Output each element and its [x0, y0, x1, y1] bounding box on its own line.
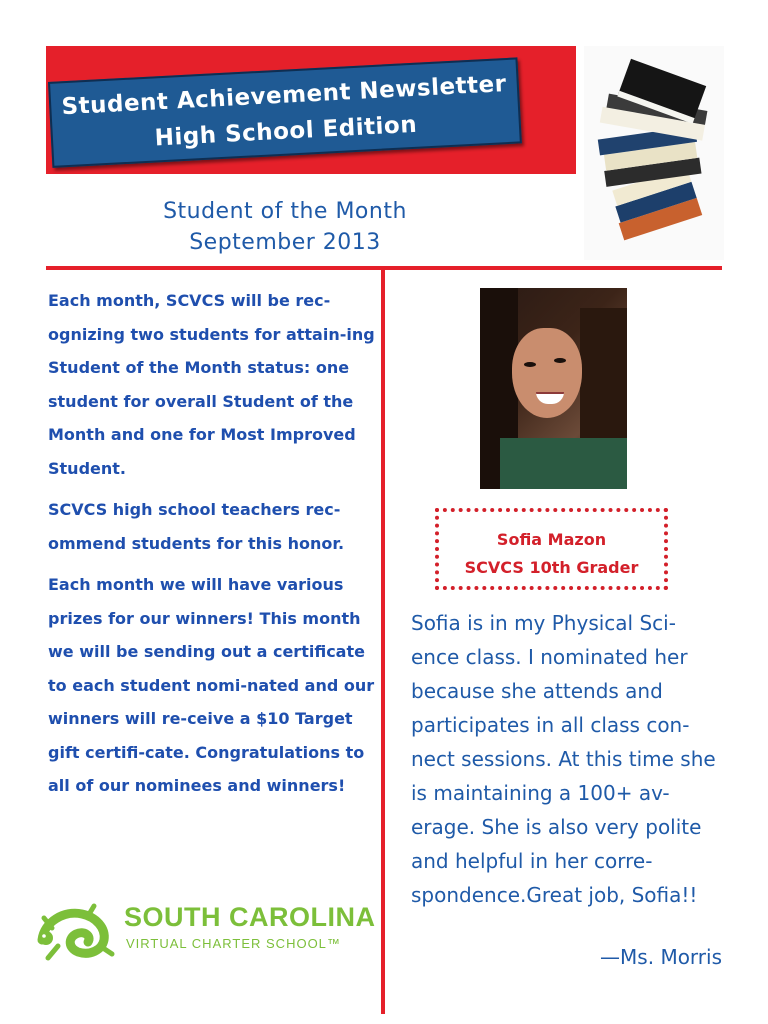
- intro-column: [48, 284, 383, 811]
- title-line-2: High School Edition: [154, 111, 418, 152]
- title-line-1: Student Achievement Newsletter: [60, 71, 508, 121]
- student-grade: SCVCS 10th Grader: [464, 558, 639, 577]
- student-name-box: [435, 508, 668, 590]
- intro-paragraph-3: Each month we will have various prizes for our winners! This month we will be sending out a certificate to each student nomi-nated and our winners will re-ceive a $10 Target gift certifi-cate. Congratulations to all of our nominees and winners!: [48, 575, 375, 795]
- intro-paragraph-2: SCVCS high school teachers rec-ommend students for this honor.: [48, 500, 345, 553]
- student-name: Sofia Mazon: [496, 530, 607, 549]
- teacher-signature: —Ms. Morris: [600, 945, 722, 969]
- student-of-month-heading: [70, 196, 500, 258]
- som-line-1: Student of the Month: [163, 199, 407, 224]
- school-logo: [34, 900, 376, 970]
- logo-line-2: VIRTUAL CHARTER SCHOOL™: [126, 936, 341, 951]
- som-line-2: September 2013: [189, 230, 381, 255]
- student-photo: [480, 288, 627, 489]
- books-stack-image: [584, 46, 724, 260]
- intro-paragraph-1: Each month, SCVCS will be rec-ognizing two students for attain-ing Student of the Month status: one student for overall Student of the Month and one for Most Improved Student.: [48, 291, 375, 478]
- gecko-icon: [34, 900, 120, 966]
- teacher-quote: Sofia is in my Physical Sci-ence class. I nominated her because she attends and participates in all class con-nect sessions. At this time she is maintaining a 100+ av-erage. She is also very polite and helpful in her corre-spondence.Great job, Sofia!!: [411, 611, 716, 907]
- logo-line-1: SOUTH CAROLINA: [124, 902, 376, 932]
